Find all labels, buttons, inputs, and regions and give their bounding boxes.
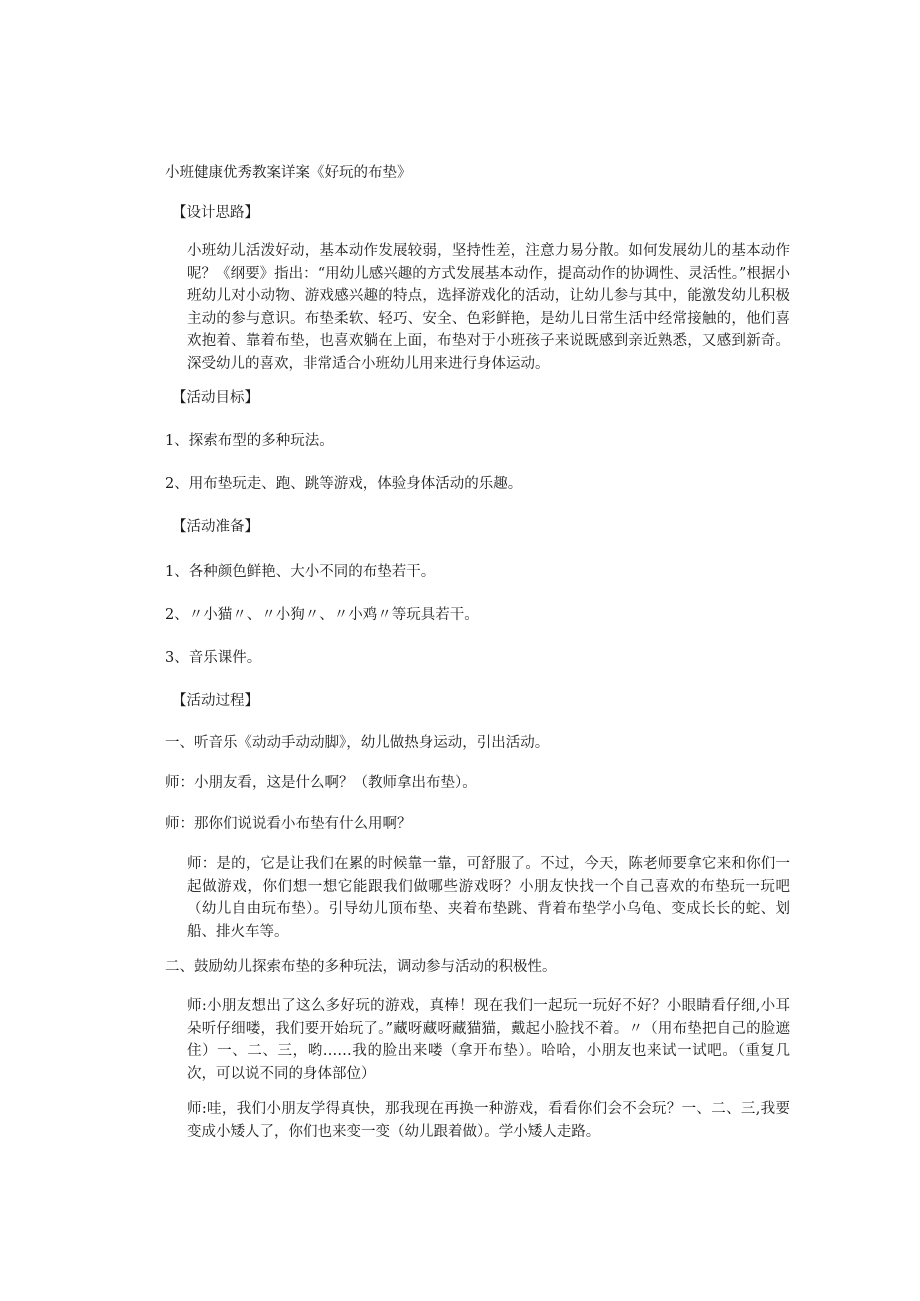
document-title: 小班健康优秀教案详案《好玩的布垫》 <box>165 165 412 181</box>
dialog-text-5: 师:哇，我们小朋友学得真快，那我现在再换一种游戏，看看你们会不会玩？一、二、三,我要变成小矮人了，你们也来变一变（幼儿跟着做）。学小矮人走路。 <box>187 1101 790 1140</box>
goal-item-1: 1、探索布型的多种玩法。 <box>165 433 334 449</box>
dialog-text-4: 师:小朋友想出了这么多好玩的游戏，真棒！现在我们一起玩一玩好不好？小眼睛看仔细,小耳朵听仔细喽，我们要开始玩了。”藏呀藏呀藏猫猫，戴起小脸找不着。〃（用布垫把自己的脸遮住）一、二、三，哟……我的脸出来喽（拿开布垫）。哈哈，小朋友也来试一试吧。（重复几次，可以说不同的身体部位） <box>187 998 790 1082</box>
dialog-line-2: 师：那你们说说看小布垫有什么用啊？ <box>165 816 412 832</box>
prep-item-3: 3、音乐课件。 <box>165 650 262 666</box>
design-text: 小班幼儿活泼好动，基本动作发展较弱，坚持性差，注意力易分散。如何发展幼儿的基本动作呢？《纲要》指出：“用幼儿感兴趣的方式发展基本动作，提高动作的协调性、灵活性。”根据小班幼儿对小动物、游戏感兴趣的特点，选择游戏化的活动，让幼儿参与其中，能激发幼儿积极主动的参与意识。布垫柔软、轻巧、安全、色彩鲜艳，是幼儿日常生活中经常接触的，他们喜欢抱着、靠着布垫，也喜欢躺在上面，布垫对于小班孩子来说既感到亲近熟悉，又感到新奇。深受幼儿的喜欢，非常适合小班幼儿用来进行身体运动。 <box>187 243 790 372</box>
dialog-line-1: 师：小朋友看，这是什么啊？（教师拿出布垫）。 <box>165 775 477 791</box>
section-heading-design: 【设计思路】 <box>172 205 259 221</box>
prep-item-1: 1、各种颜色鲜艳、大小不同的布垫若干。 <box>165 564 436 580</box>
dialog-paragraph-5 <box>165 1098 790 1143</box>
goal-item-2: 2、用布垫玩走、跑、跳等游戏，体验身体活动的乐趣。 <box>165 476 523 492</box>
section-heading-goals: 【活动目标】 <box>172 390 259 406</box>
prep-item-2: 2、〃小猫〃、〃小狗〃、〃小鸡〃等玩具若干。 <box>165 607 479 623</box>
dialog-paragraph-4 <box>165 995 790 1085</box>
process-step-1: 一、听音乐《动动手动动脚》，幼儿做热身运动，引出活动。 <box>165 735 550 751</box>
dialog-text-3: 师：是的，它是让我们在累的时候靠一靠，可舒服了。不过，今天，陈老师要拿它来和你们一起做游戏，你们想一想它能跟我们做哪些游戏呀？小朋友快找一个自己喜欢的布垫玩一玩吧（幼儿自由玩布垫）。引导幼儿顶布垫、夹着布垫跳、背着布垫学小乌龟、变成长长的蛇、划船、排火车等。 <box>187 856 790 940</box>
process-step-2: 二、鼓励幼儿探索布垫的多种玩法，调动参与活动的积极性。 <box>165 959 557 975</box>
section-heading-process: 【活动过程】 <box>172 693 259 709</box>
section-heading-prep: 【活动准备】 <box>172 519 259 535</box>
dialog-paragraph-3 <box>165 853 790 943</box>
design-paragraph <box>165 240 790 375</box>
